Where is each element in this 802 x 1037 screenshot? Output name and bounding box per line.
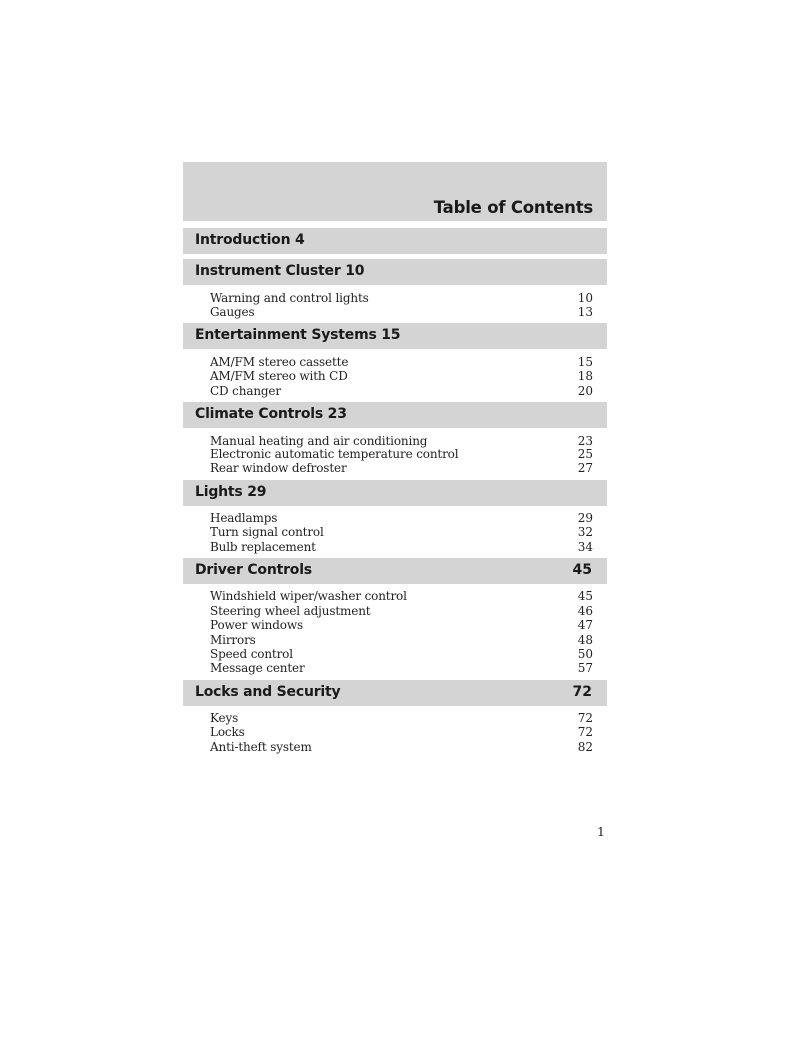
entry-page: 10 [577,291,593,305]
entry-page: 72 [577,725,593,739]
toc-entry[interactable] [210,589,593,604]
entry-label: Warning and control lights [210,291,369,305]
toc-entry[interactable] [210,618,593,633]
entry-label: Bulb replacement [210,540,316,554]
section-title: Driver Controls [195,562,312,578]
toc-entry[interactable] [210,540,593,555]
entry-label: Turn signal control [210,525,324,539]
entry-page: 57 [577,661,593,675]
entry-label: CD changer [210,384,281,398]
section-title: Locks and Security [195,684,341,700]
entry-label: Locks [210,725,245,739]
toc-entry[interactable] [210,461,593,476]
entry-page: 48 [577,633,593,647]
entry-page: 47 [577,618,593,632]
toc-entry[interactable] [210,647,593,662]
section-title: Introduction 4 [195,232,305,248]
page-number: 1 [597,824,605,839]
toc-entry[interactable] [210,661,593,676]
entry-page: 46 [577,604,593,618]
entry-page: 34 [577,540,593,554]
toc-entry[interactable] [210,305,593,320]
section-header-instrument-cluster[interactable] [183,259,607,285]
entry-label: AM/FM stereo with CD [210,369,348,383]
page-title: Table of Contents [433,198,593,217]
toc-entry[interactable] [210,447,593,462]
entry-page: 23 [577,434,593,448]
section-title: Lights 29 [195,484,267,500]
entry-label: Keys [210,711,239,725]
entry-page: 72 [577,711,593,725]
title-band [183,162,607,221]
entry-page: 45 [577,589,593,603]
section-page: 72 [572,684,592,700]
section-header-entertainment-systems[interactable] [183,323,607,349]
toc-entry[interactable] [210,355,593,370]
entry-label: Windshield wiper/washer control [210,589,407,603]
entry-page: 20 [577,384,593,398]
entry-page: 50 [577,647,593,661]
entry-label: Gauges [210,305,255,319]
toc-entry[interactable] [210,604,593,619]
entry-label: Headlamps [210,511,278,525]
entry-label: Mirrors [210,633,256,647]
section-title: Climate Controls 23 [195,406,347,422]
toc-entry[interactable] [210,633,593,648]
entry-page: 82 [577,740,593,754]
toc-entry[interactable] [210,369,593,384]
section-header-lights[interactable] [183,480,607,506]
section-title: Instrument Cluster 10 [195,263,365,279]
toc-entry[interactable] [210,525,593,540]
entry-label: Power windows [210,618,303,632]
section-header-climate-controls[interactable] [183,402,607,428]
toc-entry[interactable] [210,511,593,526]
entry-page: 25 [577,447,593,461]
toc-entry[interactable] [210,725,593,740]
entry-label: Message center [210,661,305,675]
entry-label: AM/FM stereo cassette [210,355,349,369]
entry-label: Anti-theft system [210,740,312,754]
toc-entry[interactable] [210,291,593,306]
section-page: 45 [572,562,592,578]
entry-label: Electronic automatic temperature control [210,447,459,461]
section-header-locks-and-security[interactable] [183,680,607,706]
section-header-driver-controls[interactable] [183,558,607,584]
entry-label: Rear window defroster [210,461,347,475]
section-title: Entertainment Systems 15 [195,327,401,343]
entry-page: 27 [577,461,593,475]
entry-page: 32 [577,525,593,539]
section-header-introduction[interactable] [183,228,607,254]
entry-page: 18 [577,369,593,383]
toc-entry[interactable] [210,740,593,755]
toc-entry[interactable] [210,384,593,399]
entry-page: 13 [577,305,593,319]
entry-page: 15 [577,355,593,369]
entry-label: Speed control [210,647,293,661]
toc-entry[interactable] [210,711,593,726]
entry-label: Manual heating and air conditioning [210,434,428,448]
entry-page: 29 [577,511,593,525]
entry-label: Steering wheel adjustment [210,604,371,618]
